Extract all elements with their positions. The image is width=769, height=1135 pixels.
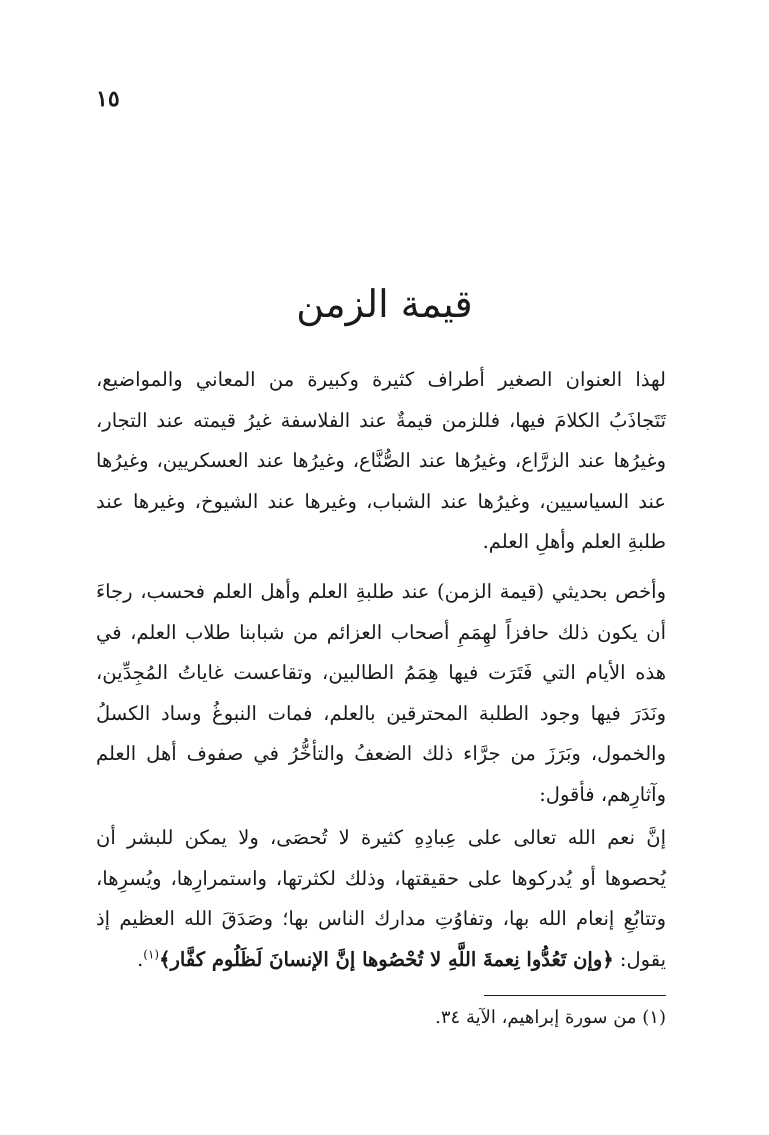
paragraph-3 xyxy=(96,818,666,980)
paragraph-3-text: إنَّ نعم الله تعالى على عِبادِهِ كثيرة لا تُحصَى، ولا يمكن للبشر أن يُحصوها أو يُدركوها على حقيقتها، وذلك لكثرتها، واستمرارِها، ويُسرِها، وتتابُعِ إنعام الله بها، وتفاوُتِ مدارك الناس بها؛ وصَدَقَ الله العظيم إذ يقول: xyxy=(96,826,666,971)
footnote: (١) من سورة إبراهيم، الآية ٣٤. xyxy=(435,1007,666,1028)
quran-verse: ﴿وإن تَعُدُّوا نِعمةَ اللَّهِ لا تُحْصُوها إنَّ الإنسانَ لَظَلُوم كفَّار﴾ xyxy=(159,947,614,971)
paragraph-1: لهذا العنوان الصغير أطراف كثيرة وكبيرة من المعاني والمواضيع، تَتَجاذَبُ الكلامَ فيها، فللزمن قيمةٌ عند الفلاسفة غيرُ قيمته عند التجار، وغيرُها عند الزرَّاع، وغيرُها عند الصُّنَّاع، وغيرُها عند العسكريين، وغيرُها عند السياسيين، وغيرُها عند الشباب، وغيرها عند الشيوخ، وغيرها عند طلبةِ العلم وأهلِ العلم. xyxy=(96,368,666,553)
page-number: ١٥ xyxy=(96,86,120,112)
footnote-reference: (١) xyxy=(143,947,160,961)
page-title: قيمة الزمن xyxy=(296,282,473,326)
paragraph-3-end: . xyxy=(137,947,144,971)
footnote-divider xyxy=(484,995,666,996)
paragraph-2: وأخص بحديثي (قيمة الزمن) عند طلبةِ العلم وأهل العلم فحسب، رجاءَ أن يكون ذلك حافزاً لهِمَمِ أصحاب العزائم من شبابنا طلاب العلم، في هذه الأيام التي فَتَرَت فيها هِمَمُ الطالبين، وتقاعست غاياتُ المُجِدِّين، ونَدَرَ فيها وجود الطلبة المحترقين بالعلم، فمات النبوغُ وساد الكسلُ والخمول، وبَرَزَ من جرَّاء ذلك الضعفُ والتأخُّرُ في صفوف أهل العلم وآثارِهم، فأقول: xyxy=(96,580,666,806)
